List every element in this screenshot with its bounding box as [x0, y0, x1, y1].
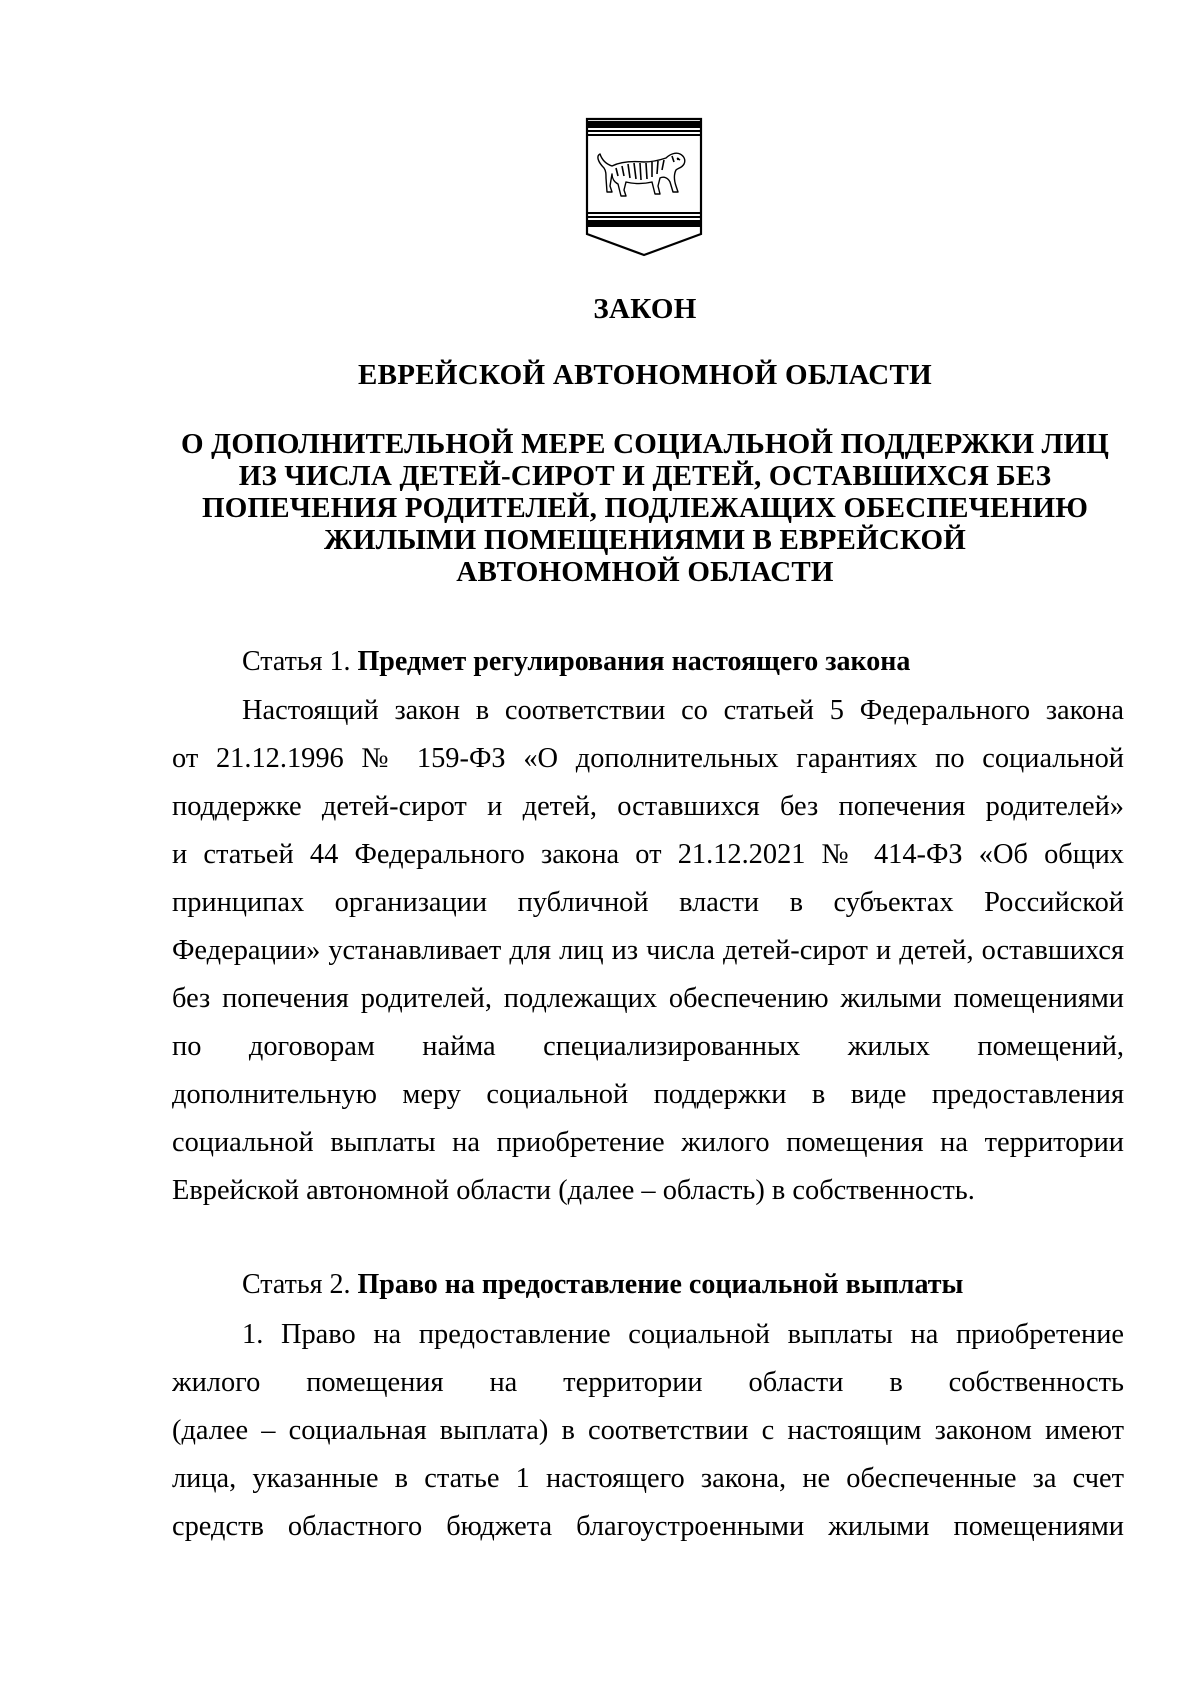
- law-title-line: О ДОПОЛНИТЕЛЬНОЙ МЕРЕ СОЦИАЛЬНОЙ ПОДДЕРЖКИ ЛИЦ: [180, 428, 1110, 460]
- paragraph-line: без попечения родителей, подлежащих обеспечению жилыми помещениями: [172, 983, 1124, 1014]
- paragraph-line: дополнительную меру социальной поддержки в виде предоставления: [172, 1079, 1124, 1110]
- document-type-heading: ЗАКОН: [593, 293, 697, 325]
- paragraph-line: жилого помещения на территории области в собственность: [172, 1367, 1124, 1398]
- article-1-heading: [242, 645, 910, 679]
- tiger-coat-of-arms-icon: [584, 116, 704, 258]
- paragraph-line: социальной выплаты на приобретение жилого помещения на территории: [172, 1127, 1124, 1158]
- article-2-paragraph: [172, 1318, 1124, 1558]
- paragraph-line: от 21.12.1996 № 159-ФЗ «О дополнительных гарантиях по социальной: [172, 743, 1124, 774]
- paragraph-line: (далее – социальная выплата) в соответствии с настоящим законом имеют: [172, 1415, 1124, 1446]
- article-1-paragraph: [172, 694, 1124, 1222]
- paragraph-line: Настоящий закон в соответствии со статьей 5 Федерального закона: [242, 695, 1124, 726]
- paragraph-line: принципах организации публичной власти в субъектах Российской: [172, 887, 1124, 918]
- paragraph-line: Федерации» устанавливает для лиц из числа детей-сирот и детей, оставшихся: [172, 935, 1124, 966]
- law-title-line: ПОПЕЧЕНИЯ РОДИТЕЛЕЙ, ПОДЛЕЖАЩИХ ОБЕСПЕЧЕНИЮ: [201, 492, 1089, 524]
- article-2-title: Право на предоставление социальной выплаты: [357, 1269, 964, 1300]
- law-title-line: ИЗ ЧИСЛА ДЕТЕЙ-СИРОТ И ДЕТЕЙ, ОСТАВШИХСЯ БЕЗ: [238, 460, 1052, 492]
- article-2-heading: [242, 1268, 963, 1302]
- paragraph-line: поддержке детей-сирот и детей, оставшихся без попечения родителей»: [172, 791, 1124, 822]
- paragraph-line: по договорам найма специализированных жилых помещений,: [172, 1031, 1124, 1062]
- paragraph-line: средств областного бюджета благоустроенными жилыми помещениями: [172, 1511, 1124, 1542]
- region-heading: ЕВРЕЙСКОЙ АВТОНОМНОЙ ОБЛАСТИ: [357, 359, 933, 391]
- paragraph-line: Еврейской автономной области (далее – область) в собственность.: [172, 1175, 975, 1206]
- article-1-title: Предмет регулирования настоящего закона: [357, 646, 911, 677]
- article-1-label: Статья 1.: [242, 646, 351, 677]
- law-title-line: АВТОНОМНОЙ ОБЛАСТИ: [456, 556, 834, 588]
- law-title: [0, 428, 1200, 588]
- paragraph-line: и статьей 44 Федерального закона от 21.12.2021 № 414-ФЗ «Об общих: [172, 839, 1124, 870]
- paragraph-line: лица, указанные в статье 1 настоящего закона, не обеспеченные за счет: [172, 1463, 1124, 1494]
- paragraph-line: 1. Право на предоставление социальной выплаты на приобретение: [242, 1319, 1124, 1350]
- law-title-line: ЖИЛЫМИ ПОМЕЩЕНИЯМИ В ЕВРЕЙСКОЙ: [323, 524, 966, 556]
- article-2-label: Статья 2.: [242, 1269, 351, 1300]
